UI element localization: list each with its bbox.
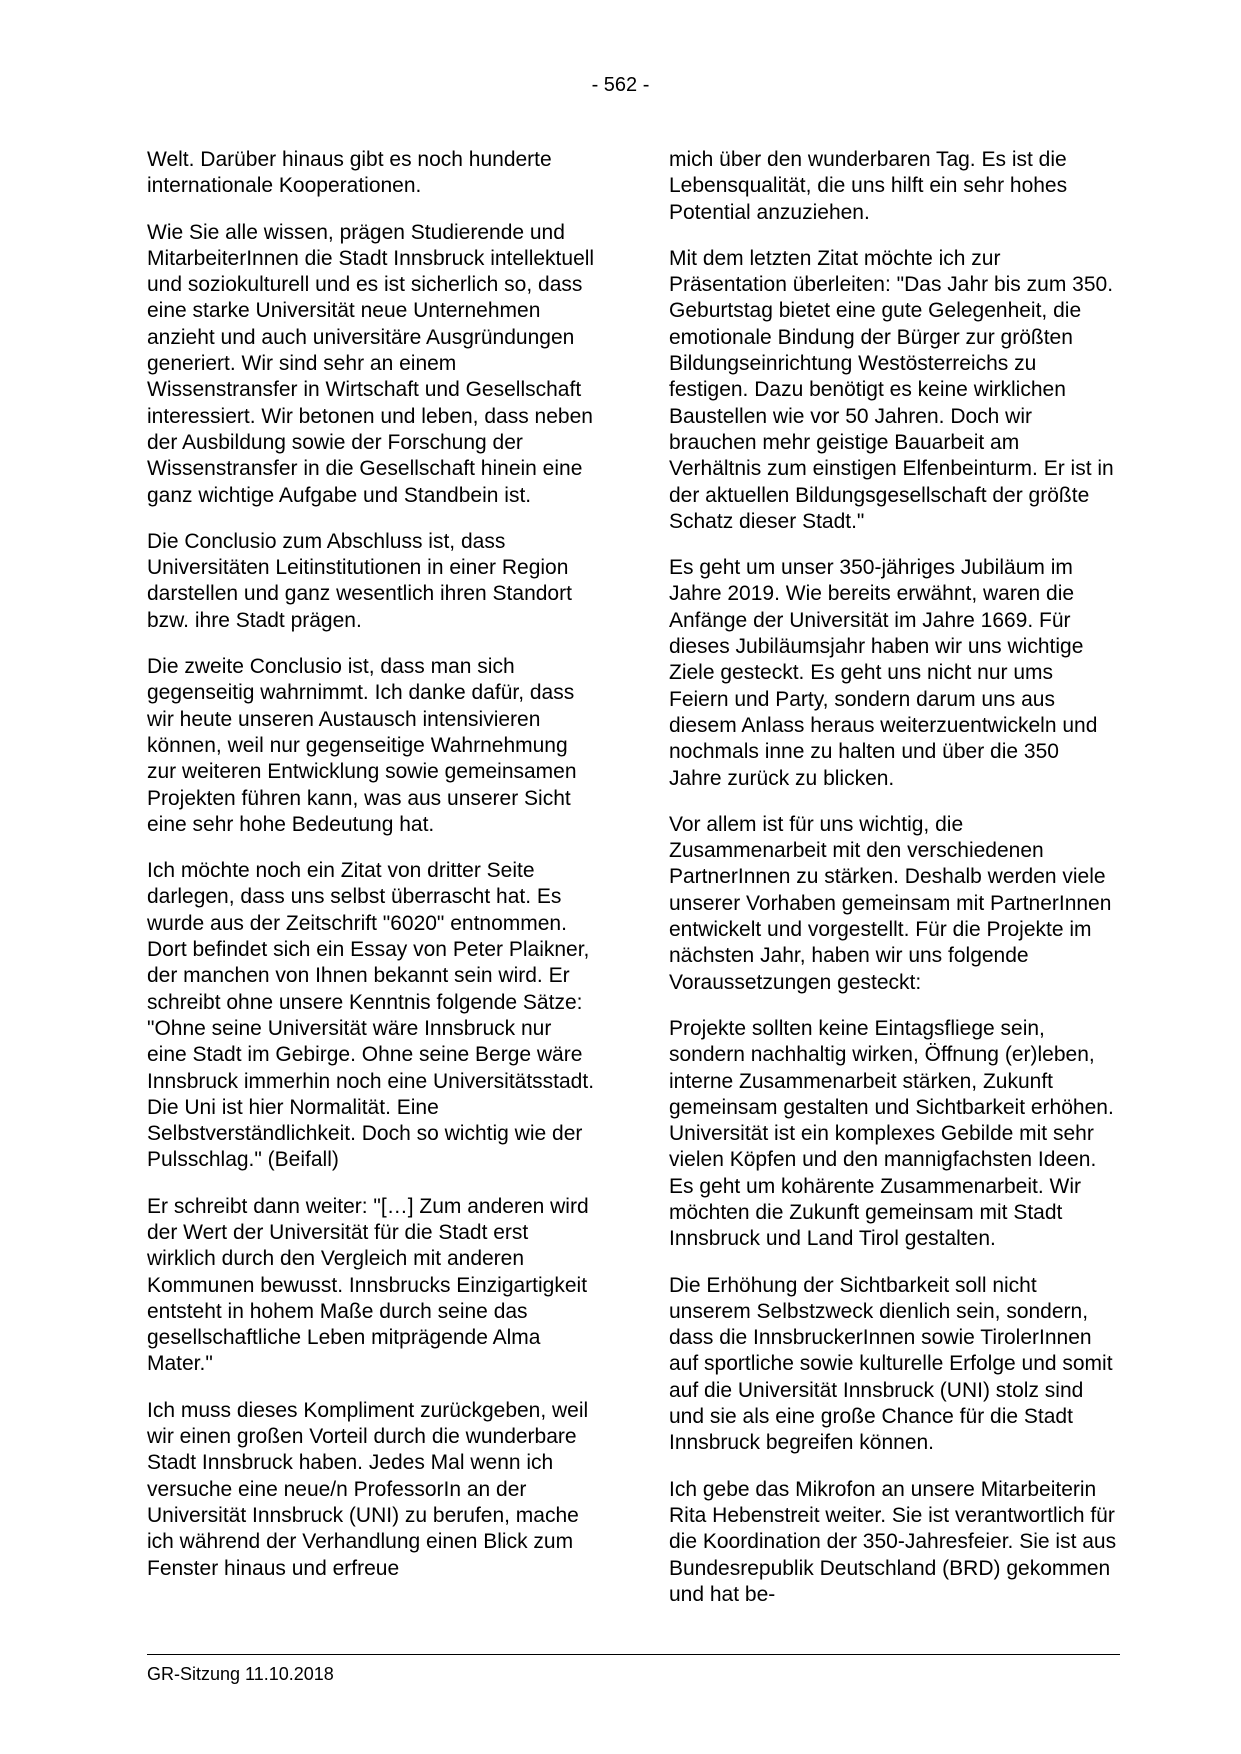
paragraph: Die zweite Conclusio ist, dass man sich gegenseitig wahrnimmt. Ich danke dafür, dass wir heute unseren Austausch intensivieren können, weil nur gegenseitige Wahrnehmung zur weiteren Entwicklung sowie gemeinsamen Projekten führen kann, was aus unserer Sicht eine sehr hohe Bedeutung hat. bbox=[147, 655, 577, 836]
page-number: - 562 - bbox=[591, 74, 650, 96]
paragraph: Projekte sollten keine Eintagsfliege sein, sondern nachhaltig wirken, Öffnung (er)leben, interne Zusammenarbeit stärken, Zukunft gemeinsam gestalten und Sichtbarkeit erhöhen. Universität ist ein komplexes Gebilde mit sehr vielen Köpfen und den mannigfachsten Ideen. Es geht um kohärente Zusammenarbeit. Wir möchten die Zukunft gemeinsam mit Stadt Innsbruck und Land Tirol gestalten. bbox=[669, 1016, 1114, 1251]
paragraph: Wie Sie alle wissen, prägen Studierende und MitarbeiterInnen die Stadt Innsbruck intellektuell und soziokulturell und es ist sicherlich so, dass eine starke Universität neue Unternehmen anzieht und auch universitäre Ausgründungen generiert. Wir sind sehr an einem Wissenstransfer in Wirtschaft und Gesellschaft interessiert. Wir betonen und leben, dass neben der Ausbildung sowie der Forschung der Wissenstransfer in die Gesellschaft hinein eine ganz wichtige Aufgabe und Standbein ist. bbox=[147, 220, 595, 507]
paragraph: Er schreibt dann weiter: "[…] Zum anderen wird der Wert der Universität für die Stadt erst wirklich durch den Vergleich mit anderen Kommunen bewusst. Innsbrucks Einzigartigkeit entsteht in hohem Maße durch seine das gesellschaftliche Leben mitprägende Alma Mater." bbox=[147, 1194, 589, 1376]
paragraph: Mit dem letzten Zitat möchte ich zur Präsentation überleiten: "Das Jahr bis zum 350. Geburtstag bietet eine gute Gelegenheit, die emotionale Bindung der Bürger zur größten Bildungseinrichtung Westösterreichs zu festigen. Dazu benötigt es keine wirklichen Baustellen wie vor 50 Jahren. Doch wir brauchen mehr geistige Bauarbeit am Verhältnis zum einstigen Elfenbeinturm. Er ist in der aktuellen Bildungsgesellschaft der größte Schatz dieser Stadt." bbox=[669, 246, 1114, 533]
paragraph: Welt. Darüber hinaus gibt es noch hunderte internationale Kooperationen. bbox=[147, 148, 552, 198]
paragraph: mich über den wunderbaren Tag. Es ist die Lebensqualität, die uns hilft ein sehr hohes Potential anzuziehen. bbox=[669, 148, 1068, 224]
paragraph: Die Conclusio zum Abschluss ist, dass Universitäten Leitinstitutionen in einer Region darstellen und ganz wesentlich ihren Standort bzw. ihre Stadt prägen. bbox=[147, 529, 572, 632]
paragraph: Ich möchte noch ein Zitat von dritter Seite darlegen, dass uns selbst überrascht hat. Es wurde aus der Zeitschrift "6020" entnommen. Dort befindet sich ein Essay von Peter Plaikner, der manchen von Ihnen bekannt sein wird. Er schreibt ohne unsere Kenntnis folgende Sätze: "Ohne seine Universität wäre Innsbruck nur eine Stadt im Gebirge. Ohne seine Berge wäre Innsbruck immerhin noch eine Universitätsstadt. Die Uni ist hier Normalität. Eine Selbstverständlichkeit. Doch so wichtig wie der Pulsschlag." (Beifall) bbox=[147, 859, 595, 1172]
right-column bbox=[669, 147, 1117, 1628]
left-column bbox=[147, 147, 595, 1602]
paragraph: Die Erhöhung der Sichtbarkeit soll nicht unserem Selbstzweck dienlich sein, sondern, dass die InnsbruckerInnen sowie TirolerInnen auf sportliche sowie kulturelle Erfolge und somit auf die Universität Innsbruck (UNI) stolz sind und sie als eine große Chance für die Stadt Innsbruck begreifen können. bbox=[669, 1273, 1113, 1455]
paragraph: Es geht um unser 350-jähriges Jubiläum im Jahre 2019. Wie bereits erwähnt, waren die Anfänge der Universität im Jahre 1669. Für dieses Jubiläumsjahr haben wir uns wichtige Ziele gesteckt. Es geht uns nicht nur ums Feiern und Party, sondern darum uns aus diesem Anlass heraus weiterzuentwickeln und nochmals inne zu halten und über die 350 Jahre zurück zu blicken. bbox=[669, 556, 1098, 790]
footer-session-date: GR-Sitzung 11.10.2018 bbox=[147, 1664, 334, 1684]
paragraph: Vor allem ist für uns wichtig, die Zusammenarbeit mit den verschiedenen PartnerInnen zu stärken. Deshalb werden viele unserer Vorhaben gemeinsam mit PartnerInnen entwickelt und vorgestellt. Für die Projekte im nächsten Jahr, haben wir uns folgende Voraussetzungen gesteckt: bbox=[669, 812, 1112, 994]
footer-divider bbox=[147, 1654, 1120, 1655]
paragraph: Ich gebe das Mikrofon an unsere Mitarbeiterin Rita Hebenstreit weiter. Sie ist verantwortlich für die Koordination der 350-Jahresfeier. Sie ist aus Bundesrepublik Deutschland (BRD) gekommen und hat be- bbox=[669, 1477, 1117, 1606]
paragraph: Ich muss dieses Kompliment zurückgeben, weil wir einen großen Vorteil durch die wunderbare Stadt Innsbruck haben. Jedes Mal wenn ich versuche eine neue/n ProfessorIn an der Universität Innsbruck (UNI) zu berufen, mache ich während der Verhandlung einen Blick zum Fenster hinaus und erfreue bbox=[147, 1398, 589, 1580]
